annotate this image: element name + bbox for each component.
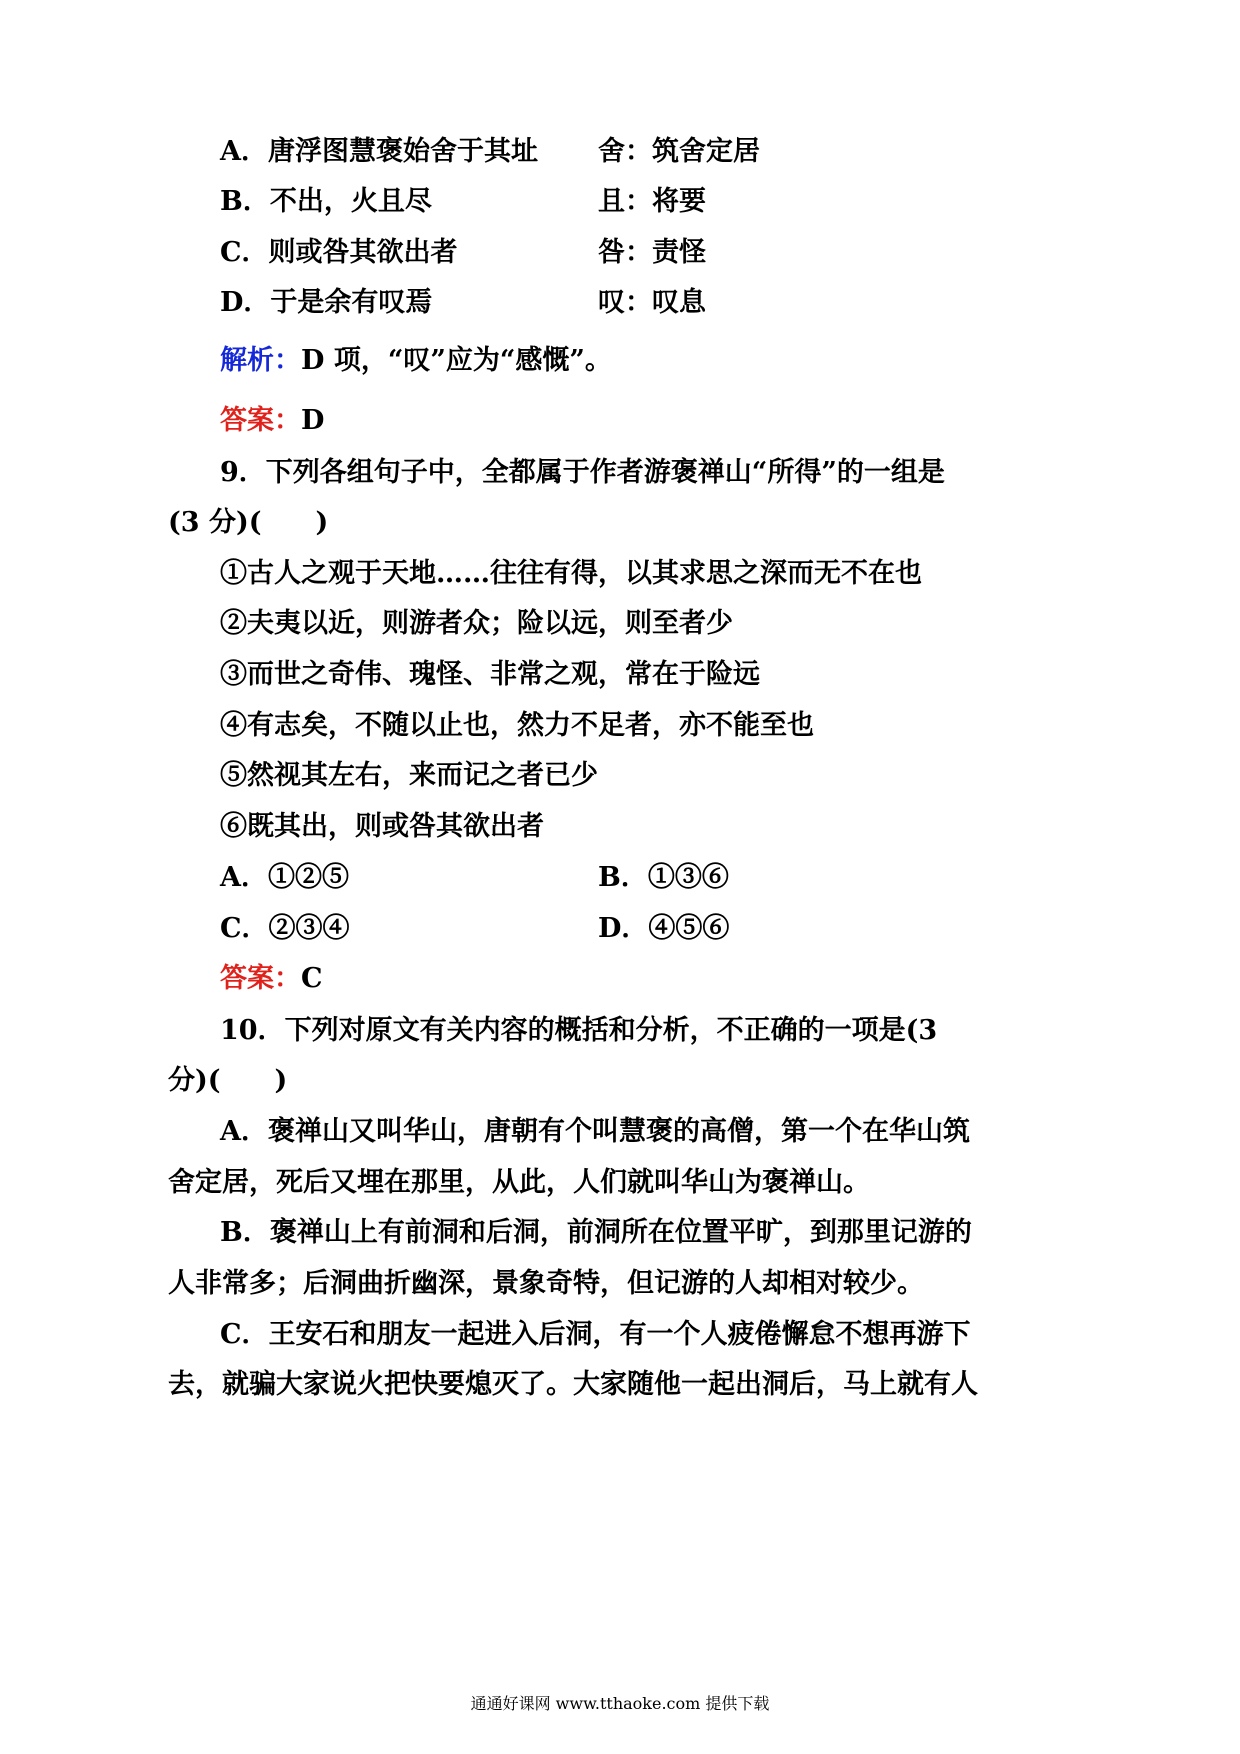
q9-sentence-5: ⑤然视其左右，来而记之者已少	[220, 760, 598, 791]
option-b-text: 不出，火且尽	[269, 186, 432, 217]
q9-stem-line1: 9．下列各组句子中，全都属于作者游褒禅山“所得”的一组是	[220, 457, 945, 488]
q8-answer	[220, 401, 324, 441]
analysis-text: D 项，“叹”应为“感慨”。	[301, 345, 612, 376]
q9-stem-line2: (3 分)( )	[168, 507, 329, 538]
q9-sentence-3: ③而世之奇伟、瑰怪、非常之观，常在于险远	[220, 659, 760, 690]
q9-choice-c	[220, 909, 350, 949]
q9-choice-b	[598, 858, 729, 898]
option-b-sep: ．	[242, 186, 270, 217]
q9-choice-a-letter: A．	[220, 862, 268, 893]
q9-choice-a-value: ①②⑤	[267, 862, 349, 893]
option-c-sep: ．	[241, 237, 269, 268]
q10-stem-line2: 分)( )	[168, 1065, 288, 1096]
q9-choice-b-letter: B．	[598, 862, 648, 893]
option-d-text: 于是余有叹焉	[270, 287, 433, 318]
option-b-letter: B	[220, 186, 243, 217]
q9-answer-value: C	[301, 963, 323, 994]
q10-option-c-line2: 去，就骗大家说火把快要熄灭了。大家随他一起出洞后，马上就有人	[168, 1369, 978, 1400]
option-b	[220, 182, 432, 222]
option-a-text: 唐浮图慧褒始舍于其址	[267, 136, 538, 167]
q10-option-b-line1: B．褒禅山上有前洞和后洞，前洞所在位置平旷，到那里记游的	[220, 1217, 972, 1248]
option-a-gloss: 舍：筑舍定居	[598, 136, 760, 167]
q9-choice-a	[220, 858, 349, 898]
footer-source: 通通好课网 www.tthaoke.com 提供下载	[470, 1694, 770, 1713]
q9-choice-d-value: ④⑤⑥	[648, 913, 730, 944]
q10-stem-line1: 10．下列对原文有关内容的概括和分析，不正确的一项是(3	[220, 1015, 938, 1046]
q9-choice-c-value: ②③④	[268, 913, 350, 944]
option-a	[220, 132, 538, 172]
q9-choice-b-value: ①③⑥	[647, 862, 729, 893]
option-c-text: 则或咎其欲出者	[268, 237, 458, 268]
q10-option-a-line1: A．褒禅山又叫华山，唐朝有个叫慧褒的高僧，第一个在华山筑	[220, 1116, 970, 1147]
option-c	[220, 233, 458, 273]
answer-value: D	[301, 405, 325, 436]
q9-sentence-1: ①古人之观于天地……往往有得，以其求思之深而无不在也	[220, 558, 922, 589]
q9-answer-label: 答案：	[220, 963, 301, 994]
option-d-letter: D	[220, 287, 244, 318]
q8-analysis	[220, 341, 612, 381]
option-d-gloss: 叹：叹息	[598, 287, 706, 318]
q10-option-c-line1: C．王安石和朋友一起进入后洞，有一个人疲倦懈怠不想再游下	[220, 1319, 971, 1350]
q10-option-a-line2: 舍定居，死后又埋在那里，从此，人们就叫华山为褒禅山。	[168, 1167, 870, 1198]
q9-sentence-6: ⑥既其出，则或咎其欲出者	[220, 811, 544, 842]
option-b-gloss: 且：将要	[598, 186, 706, 217]
q9-sentence-2: ②夫夷以近，则游者众；险以远，则至者少	[220, 608, 733, 639]
option-a-letter: A	[220, 136, 241, 167]
option-d-sep: ．	[243, 287, 271, 318]
q9-choice-d-letter: D．	[598, 913, 649, 944]
option-a-sep: ．	[240, 136, 268, 167]
q10-option-b-line2: 人非常多；后洞曲折幽深，景象奇特，但记游的人却相对较少。	[168, 1268, 924, 1299]
analysis-label: 解析：	[220, 345, 301, 376]
q9-answer	[220, 959, 323, 999]
option-d	[220, 283, 432, 323]
q9-choice-d	[598, 909, 729, 949]
q9-choice-c-letter: C．	[220, 913, 269, 944]
answer-label: 答案：	[220, 405, 301, 436]
option-c-gloss: 咎：责怪	[598, 237, 706, 268]
option-c-letter: C	[220, 237, 242, 268]
q9-sentence-4: ④有志矣，不随以止也，然力不足者，亦不能至也	[220, 710, 814, 741]
